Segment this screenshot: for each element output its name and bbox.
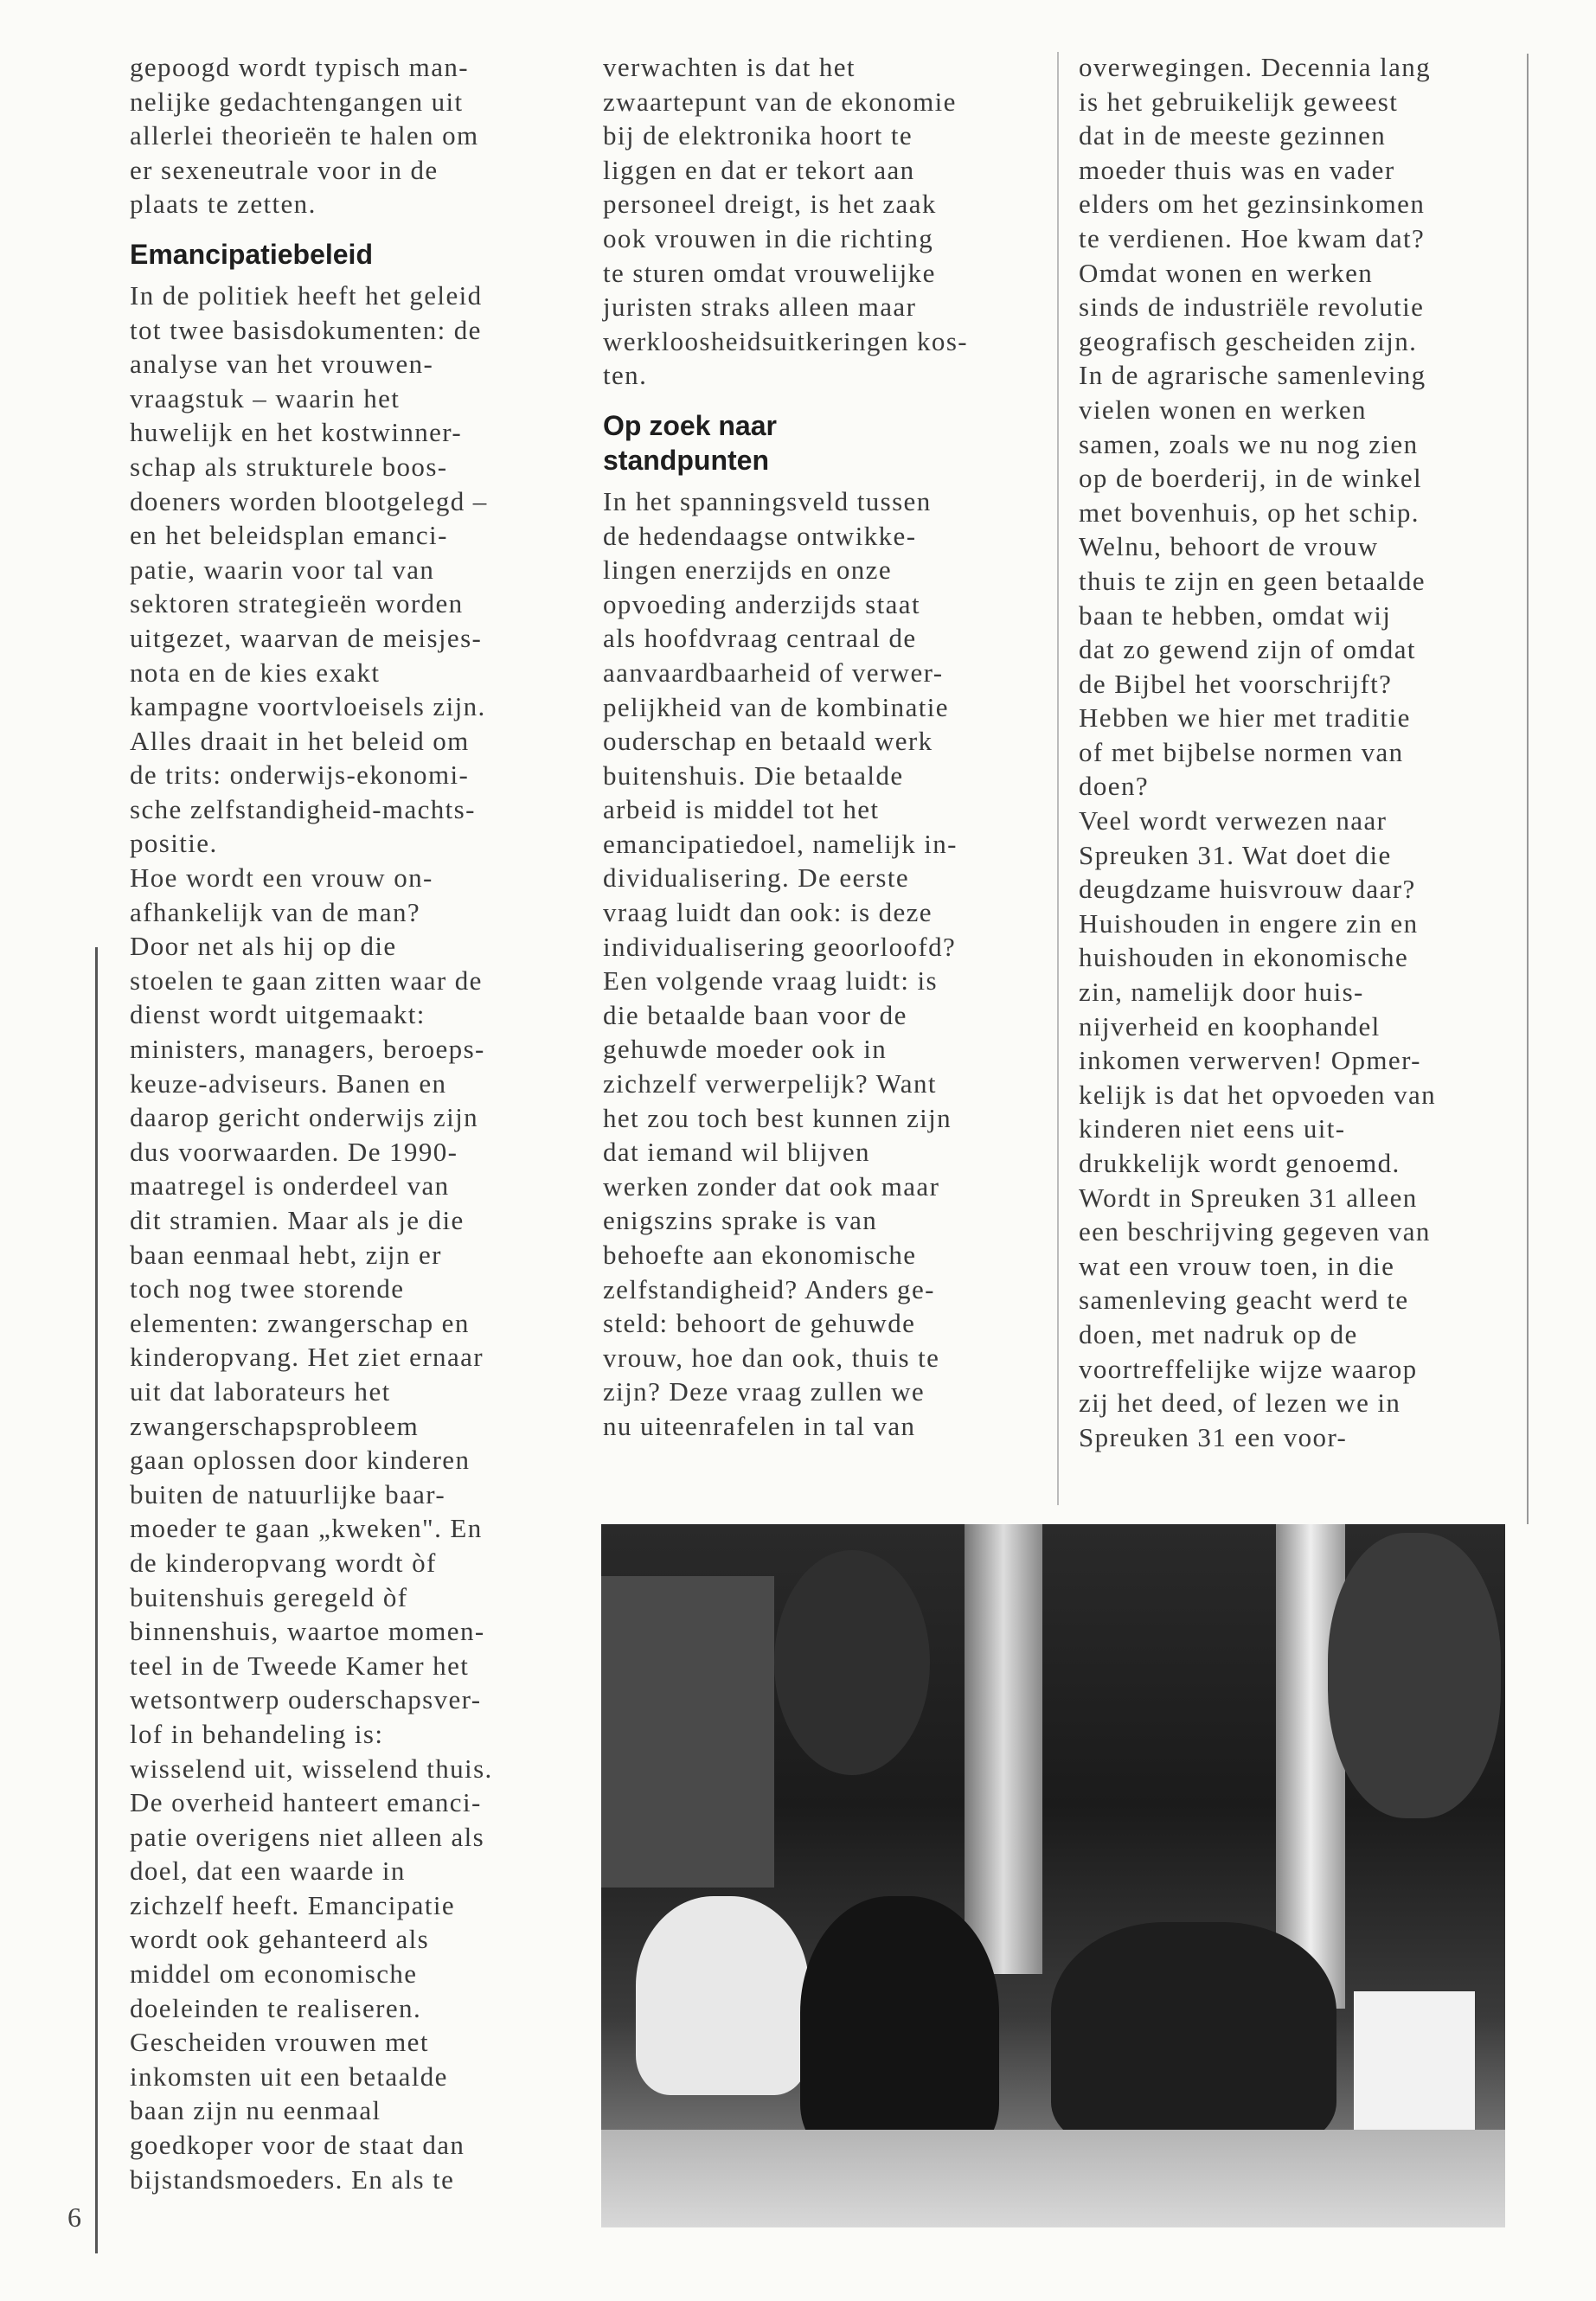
text-line: Welnu, behoort de vrouw — [1079, 531, 1379, 562]
page-number: 6 — [67, 2202, 81, 2233]
heading-line: standpunten — [603, 444, 769, 476]
text-column-3 — [1079, 50, 1436, 1454]
text-line: gepoogd wordt typisch man- — [130, 52, 469, 82]
text-line: Huishouden in engere zin en — [1079, 907, 1419, 939]
text-line: de trits: onderwijs-ekonomi- — [130, 760, 470, 791]
text-line: werkloosheidsuitkeringen kos- — [603, 325, 968, 356]
text-line: Hebben we hier met traditie — [1079, 702, 1411, 734]
text-line: Een volgende vraag luidt: is — [603, 965, 938, 997]
text-line: Gescheiden vrouwen met — [130, 2027, 429, 2058]
text-line: drukkelijk wordt genoemd. — [1079, 1148, 1401, 1178]
text-line: overwegingen. Decennia lang — [1079, 52, 1432, 82]
text-line: zwaartepunt van de ekonomie — [603, 86, 957, 117]
text-line: dit stramien. Maar als je die — [130, 1205, 465, 1235]
text-line: stoelen te gaan zitten waar de — [130, 965, 483, 996]
text-line: wat een vrouw toen, in die — [1079, 1250, 1395, 1281]
text-line: doen, met nadruk op de — [1079, 1318, 1358, 1349]
text-line: verwachten is dat het — [603, 52, 856, 82]
text-line: samenleving geacht werd te — [1079, 1285, 1409, 1316]
text-line: allerlei theorieën te halen om — [130, 120, 479, 151]
text-line: dienst wordt uitgemaakt: — [130, 999, 426, 1030]
text-column-2 — [603, 50, 968, 1444]
text-line: nelijke gedachtengangen uit — [130, 86, 464, 117]
text-line: vraag luidt dan ook: is deze — [603, 897, 933, 928]
text-line: een beschrijving gegeven van — [1079, 1216, 1431, 1247]
text-line: moeder thuis was en vader — [1079, 154, 1395, 185]
text-line: wordt ook gehanteerd als — [130, 1924, 430, 1955]
text-line: die betaalde baan voor de — [603, 999, 907, 1030]
text-line: Veel wordt verwezen naar — [1079, 805, 1388, 836]
text-line: buitenshuis geregeld òf — [130, 1581, 408, 1612]
text-line: elementen: zwangerschap en — [130, 1307, 470, 1338]
text-line: vrouw, hoe dan ook, thuis te — [603, 1342, 940, 1373]
text-line: pelijkheid van de kombinatie — [603, 691, 949, 722]
photo-background-doorway — [601, 1576, 774, 1888]
text-line: doel, dat een waarde in — [130, 1856, 406, 1887]
text-line: sektoren strategieën worden — [130, 588, 464, 619]
text-line: positie. — [130, 828, 218, 859]
text-line: Spreuken 31. Wat doet die — [1079, 839, 1392, 870]
column-rule-middle — [1057, 52, 1059, 1505]
text-line: schap als strukturele boos- — [130, 451, 448, 482]
text-line: zelfstandigheid? Anders ge- — [603, 1273, 935, 1304]
text-line: kampagne voortvloeisels zijn. — [130, 691, 486, 722]
text-line: arbeid is middel tot het — [603, 794, 880, 825]
text-line: tot twee basisdokumenten: de — [130, 314, 482, 345]
paragraph — [1079, 50, 1436, 1454]
text-line: plaats te zetten. — [130, 189, 317, 220]
text-line: zwangerschapsprobleem — [130, 1410, 420, 1441]
text-line: ook vrouwen in die richting — [603, 222, 934, 253]
text-line: dat zo gewend zijn of omdat — [1079, 634, 1416, 665]
text-line: lof in behandeling is: — [130, 1718, 384, 1749]
text-column-1 — [130, 50, 493, 2196]
text-line: uit dat laborateurs het — [130, 1375, 391, 1407]
section-heading — [603, 408, 968, 478]
text-line: liggen en dat er tekort aan — [603, 154, 915, 185]
text-line: enigszins sprake is van — [603, 1205, 878, 1236]
text-line: doeners worden blootgelegd – — [130, 485, 488, 516]
text-line: Spreuken 31 een voor- — [1079, 1421, 1348, 1452]
text-line: personeel dreigt, is het zaak — [603, 189, 937, 220]
text-line: baan eenmaal hebt, zijn er — [130, 1239, 442, 1270]
text-line: sinds de industriële revolutie — [1079, 292, 1425, 323]
text-line: de kinderopvang wordt òf — [130, 1547, 437, 1578]
text-line: baan zijn nu eenmaal — [130, 2095, 381, 2126]
text-line: kinderopvang. Het ziet ernaar — [130, 1342, 484, 1373]
text-line: sche zelfstandigheid-machts- — [130, 793, 476, 824]
text-line: het zou toch best kunnen zijn — [603, 1102, 952, 1133]
text-line: te sturen omdat vrouwelijke — [603, 257, 936, 288]
text-line: vraagstuk – waarin het — [130, 382, 401, 413]
text-line: samen, zoals we nu nog zien — [1079, 428, 1419, 459]
text-line: emancipatiedoel, namelijk in- — [603, 828, 958, 859]
text-line: met bovenhuis, op het schip. — [1079, 497, 1420, 528]
text-line: middel om economische — [130, 1958, 418, 1990]
text-line: op de boerderij, in de winkel — [1079, 463, 1422, 494]
text-line: is het gebruikelijk geweest — [1079, 86, 1399, 117]
text-line: geografisch gescheiden zijn. — [1079, 325, 1418, 356]
text-line: In het spanningsveld tussen — [603, 485, 932, 516]
text-line: zin, namelijk door huis- — [1079, 977, 1364, 1008]
text-line: gehuwde moeder ook in — [603, 1034, 888, 1065]
text-line: bijstandsmoeders. En als te — [130, 2163, 455, 2195]
text-line: te verdienen. Hoe kwam dat? — [1079, 222, 1426, 253]
text-line: Alles draait in het beleid om — [130, 725, 470, 756]
text-line: In de politiek heeft het geleid — [130, 279, 483, 311]
text-line: zichzelf heeft. Emancipatie — [130, 1889, 456, 1920]
text-line: baan te hebben, omdat wij — [1079, 599, 1392, 631]
text-line: vielen wonen en werken — [1079, 394, 1367, 425]
text-line: zichzelf verwerpelijk? Want — [603, 1068, 937, 1099]
text-line: en het beleidsplan emanci- — [130, 520, 448, 551]
text-line: voortreffelijke wijze waarop — [1079, 1353, 1418, 1384]
text-line: daarop gericht onderwijs zijn — [130, 1102, 479, 1133]
text-line: de Bijbel het voorschrijft? — [1079, 668, 1393, 699]
text-line: buitenshuis. Die betaalde — [603, 760, 904, 791]
text-line: In de agrarische samenleving — [1079, 360, 1426, 391]
text-line: gaan oplossen door kinderen — [130, 1445, 471, 1476]
photo-planter — [1354, 1991, 1475, 2130]
text-line: bij de elektronika hoort te — [603, 120, 913, 151]
text-line: nu uiteenrafelen in tal van — [603, 1410, 916, 1441]
text-line: ministers, managers, beroeps- — [130, 1034, 485, 1065]
paragraph — [603, 484, 968, 1444]
photo-pillar-right — [1276, 1524, 1345, 2009]
text-line: zijn? Deze vraag zullen we — [603, 1376, 926, 1407]
text-line: keuze-adviseurs. Banen en — [130, 1067, 447, 1099]
column-rule-right — [1527, 54, 1529, 1524]
photo-pillar-left — [965, 1524, 1042, 1974]
photo-person-white-shirt — [636, 1896, 809, 2095]
text-line: er sexeneutrale voor in de — [130, 154, 439, 185]
photo-group-right — [1051, 1922, 1336, 2147]
text-line: maatregel is onderdeel van — [130, 1170, 450, 1202]
text-line: dus voorwaarden. De 1990- — [130, 1136, 458, 1167]
text-line: kinderen niet eens uit- — [1079, 1113, 1346, 1144]
paragraph — [130, 50, 493, 221]
text-line: huishouden in ekonomische — [1079, 942, 1409, 973]
text-line: patie, waarin voor tal van — [130, 554, 435, 585]
text-line: lingen enerzijds en onze — [603, 554, 893, 586]
paragraph — [130, 279, 493, 2196]
photo-floor — [601, 2130, 1505, 2227]
text-line: teel in de Tweede Kamer het — [130, 1650, 470, 1681]
text-line: werken zonder dat ook maar — [603, 1170, 940, 1202]
text-line: nota en de kies exakt — [130, 657, 381, 688]
text-line: Wordt in Spreuken 31 alleen — [1079, 1182, 1418, 1213]
text-line: huwelijk en het kostwinner- — [130, 417, 463, 448]
text-line: behoefte aan ekonomische — [603, 1240, 917, 1270]
text-line: deugdzame huisvrouw daar? — [1079, 874, 1416, 905]
text-line: ten. — [603, 360, 648, 391]
text-line: dat iemand wil blijven — [603, 1137, 870, 1168]
photo-plant-left — [774, 1550, 930, 1775]
heading-line: Emancipatiebeleid — [130, 238, 373, 270]
text-line: moeder te gaan „kweken". En — [130, 1513, 483, 1544]
text-line: inkomsten uit een betaalde — [130, 2061, 448, 2092]
heading-line: Op zoek naar — [603, 409, 777, 441]
text-line: doen? — [1079, 771, 1150, 802]
text-line: thuis te zijn en geen betaalde — [1079, 565, 1426, 596]
text-line: individualisering geoorloofd? — [603, 931, 957, 962]
photo-person-dark-back — [800, 1896, 999, 2156]
text-line: goedkoper voor de staat dan — [130, 2130, 465, 2161]
text-line: analyse van het vrouwen- — [130, 349, 434, 380]
text-line: aanvaardbaarheid of verwer- — [603, 657, 944, 688]
column-rule-left — [95, 947, 98, 2253]
text-line: Hoe wordt een vrouw on- — [130, 862, 433, 894]
text-line: juristen straks alleen maar — [603, 292, 917, 323]
text-line: ouderschap en betaald werk — [603, 726, 933, 757]
text-line: uitgezet, waarvan de meisjes- — [130, 622, 483, 653]
text-line: Omdat wonen en werken — [1079, 257, 1374, 288]
text-line: opvoeding anderzijds staat — [603, 588, 920, 619]
text-line: steld: behoort de gehuwde — [603, 1308, 916, 1339]
text-line: zij het deed, of lezen we in — [1079, 1388, 1401, 1419]
text-line: wisselend uit, wisselend thuis. — [130, 1753, 493, 1784]
text-line: elders om het gezinsinkomen — [1079, 189, 1426, 220]
text-line: patie overigens niet alleen als — [130, 1821, 485, 1852]
text-line: dividualisering. De eerste — [603, 862, 910, 894]
text-line: wetsontwerp ouderschapsver- — [130, 1684, 482, 1715]
section-heading — [130, 237, 493, 272]
text-line: of met bijbelse normen van — [1079, 736, 1404, 767]
text-line: inkomen verwerven! Opmer- — [1079, 1045, 1421, 1076]
text-line: als hoofdvraag centraal de — [603, 623, 917, 654]
text-line: toch nog twee storende — [130, 1273, 405, 1304]
text-line: kelijk is dat het opvoeden van — [1079, 1079, 1437, 1110]
text-line: Door net als hij op die — [130, 931, 397, 962]
text-line: binnenshuis, waartoe momen- — [130, 1616, 485, 1647]
text-line: De overheid hanteert emanci- — [130, 1787, 482, 1818]
photo-plant-right — [1328, 1533, 1501, 1818]
text-line: de hedendaagse ontwikke- — [603, 520, 917, 551]
text-line: dat in de meeste gezinnen — [1079, 120, 1387, 151]
photo-people-sitting-on-floor — [601, 1524, 1505, 2227]
text-line: buiten de natuurlijke baar- — [130, 1478, 446, 1509]
text-line: nijverheid en koophandel — [1079, 1010, 1381, 1042]
text-line: doeleinden te realiseren. — [130, 1992, 422, 2023]
paragraph — [603, 50, 968, 393]
text-line: afhankelijk van de man? — [130, 896, 421, 927]
